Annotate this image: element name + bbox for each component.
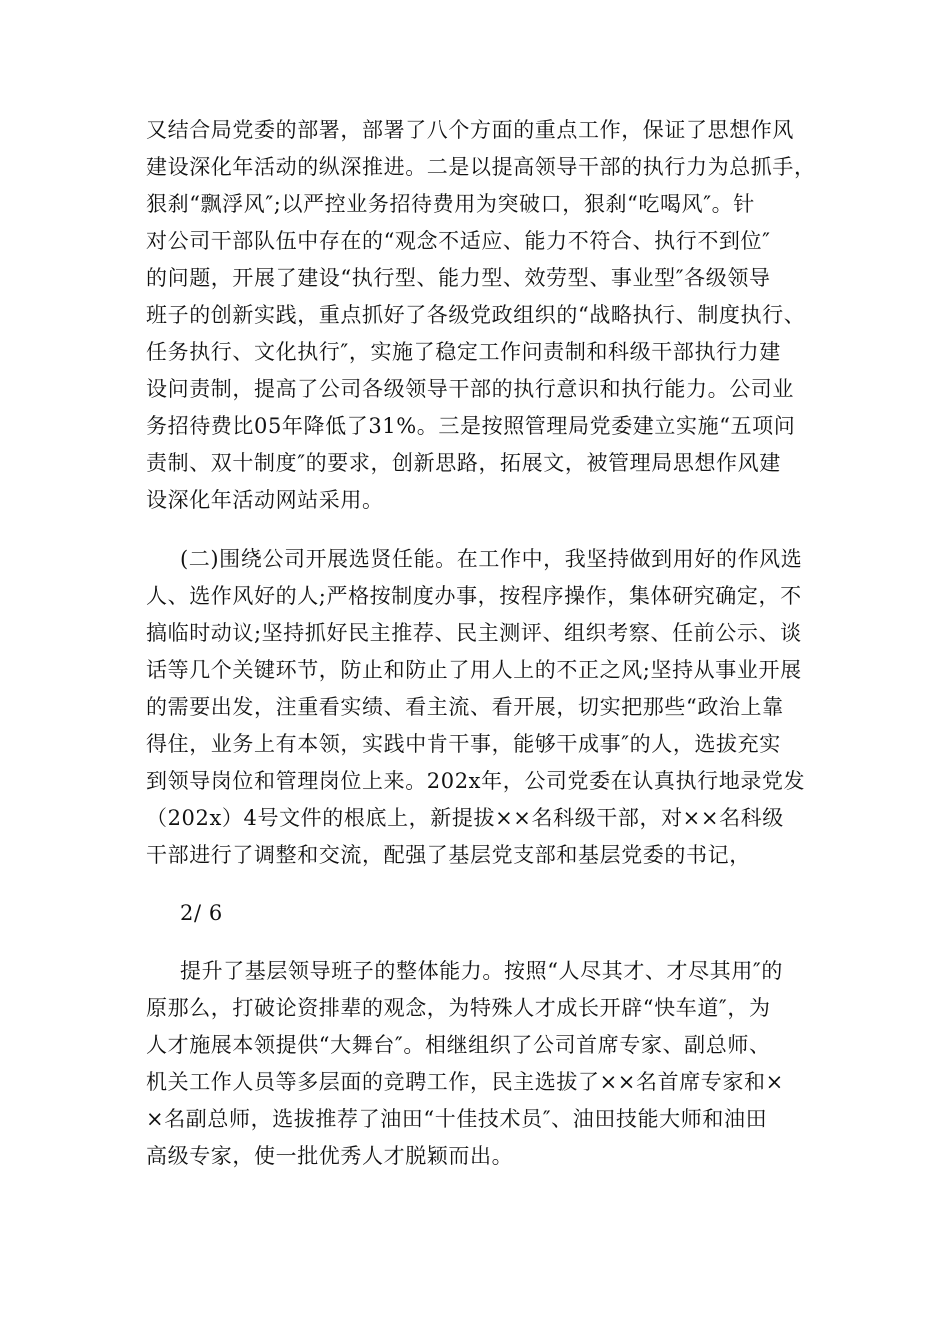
text-line: 责制、双十制度″的要求，创新思路，拓展文，被管理局思想作风建 bbox=[146, 451, 781, 475]
text-line: (二)围绕公司开展选贤任能。在工作中，我坚持做到用好的作风选 bbox=[180, 547, 803, 571]
text-line: 对公司干部队伍中存在的“观念不适应、能力不符合、执行不到位″ bbox=[146, 229, 771, 253]
text-line: 得住，业务上有本领，实践中肯干事，能够干成事″的人，选拔充实 bbox=[146, 732, 781, 756]
text-line: 建设深化年活动的纵深推进。二是以提高领导干部的执行力为总抓手， bbox=[146, 155, 816, 179]
text-line: 又结合局党委的部署，部署了八个方面的重点工作，保证了思想作风 bbox=[146, 118, 794, 142]
text-line: 狠刹“飘浮风″;以严控业务招待费用为突破口，狠刹“吃喝风″。针 bbox=[146, 192, 755, 216]
text-line: 的问题，开展了建设“执行型、能力型、效劳型、事业型″各级领导 bbox=[146, 266, 771, 290]
text-line: 搞临时动议;坚持抓好民主推荐、民主测评、组织考察、任前公示、谈 bbox=[146, 621, 802, 645]
text-line: 人、选作风好的人;严格按制度办事，按程序操作，集体研究确定，不 bbox=[146, 584, 802, 608]
text-line: ×名副总师，选拔推荐了油田“十佳技术员″、油田技能大师和油田 bbox=[146, 1107, 768, 1131]
text-line: 设问责制，提高了公司各级领导干部的执行意识和执行能力。公司业 bbox=[146, 377, 794, 401]
text-line: 干部进行了调整和交流，配强了基层党支部和基层党委的书记， bbox=[146, 843, 751, 867]
text-line: 人才施展本领提供“大舞台″。相继组织了公司首席专家、副总师、 bbox=[146, 1033, 771, 1057]
text-line: 机关工作人员等多层面的竞聘工作，民主选拔了××名首席专家和× bbox=[146, 1070, 784, 1094]
text-line: 的需要出发，注重看实绩、看主流、看开展，切实把那些“政治上靠 bbox=[146, 695, 784, 719]
text-line: 设深化年活动网站采用。 bbox=[146, 488, 384, 512]
text-line: 任务执行、文化执行″，实施了稳定工作问责制和科级干部执行力建 bbox=[146, 340, 781, 364]
text-line: 到领导岗位和管理岗位上来。202x年，公司党委在认真执行地录党发 bbox=[146, 769, 806, 793]
text-line: 高级专家，使一批优秀人才脱颖而出。 bbox=[146, 1144, 514, 1168]
text-line: 提升了基层领导班子的整体能力。按照“人尽其才、才尽其用″的 bbox=[180, 959, 783, 983]
text-line: 务招待费比05年降低了31%。三是按照管理局党委建立实施“五项问 bbox=[146, 414, 796, 438]
text-line: （202x）4号文件的根底上，新提拔××名科级干部，对××名科级 bbox=[146, 806, 784, 830]
text-line: 话等几个关键环节，防止和防止了用人上的不正之风;坚持从事业开展 bbox=[146, 658, 802, 682]
text-line: 班子的创新实践，重点抓好了各级党政组织的“战略执行、制度执行、 bbox=[146, 303, 806, 327]
page-number: 2/ 6 bbox=[180, 901, 223, 925]
text-line: 原那么，打破论资排辈的观念，为特殊人才成长开辟“快车道″，为 bbox=[146, 996, 771, 1020]
